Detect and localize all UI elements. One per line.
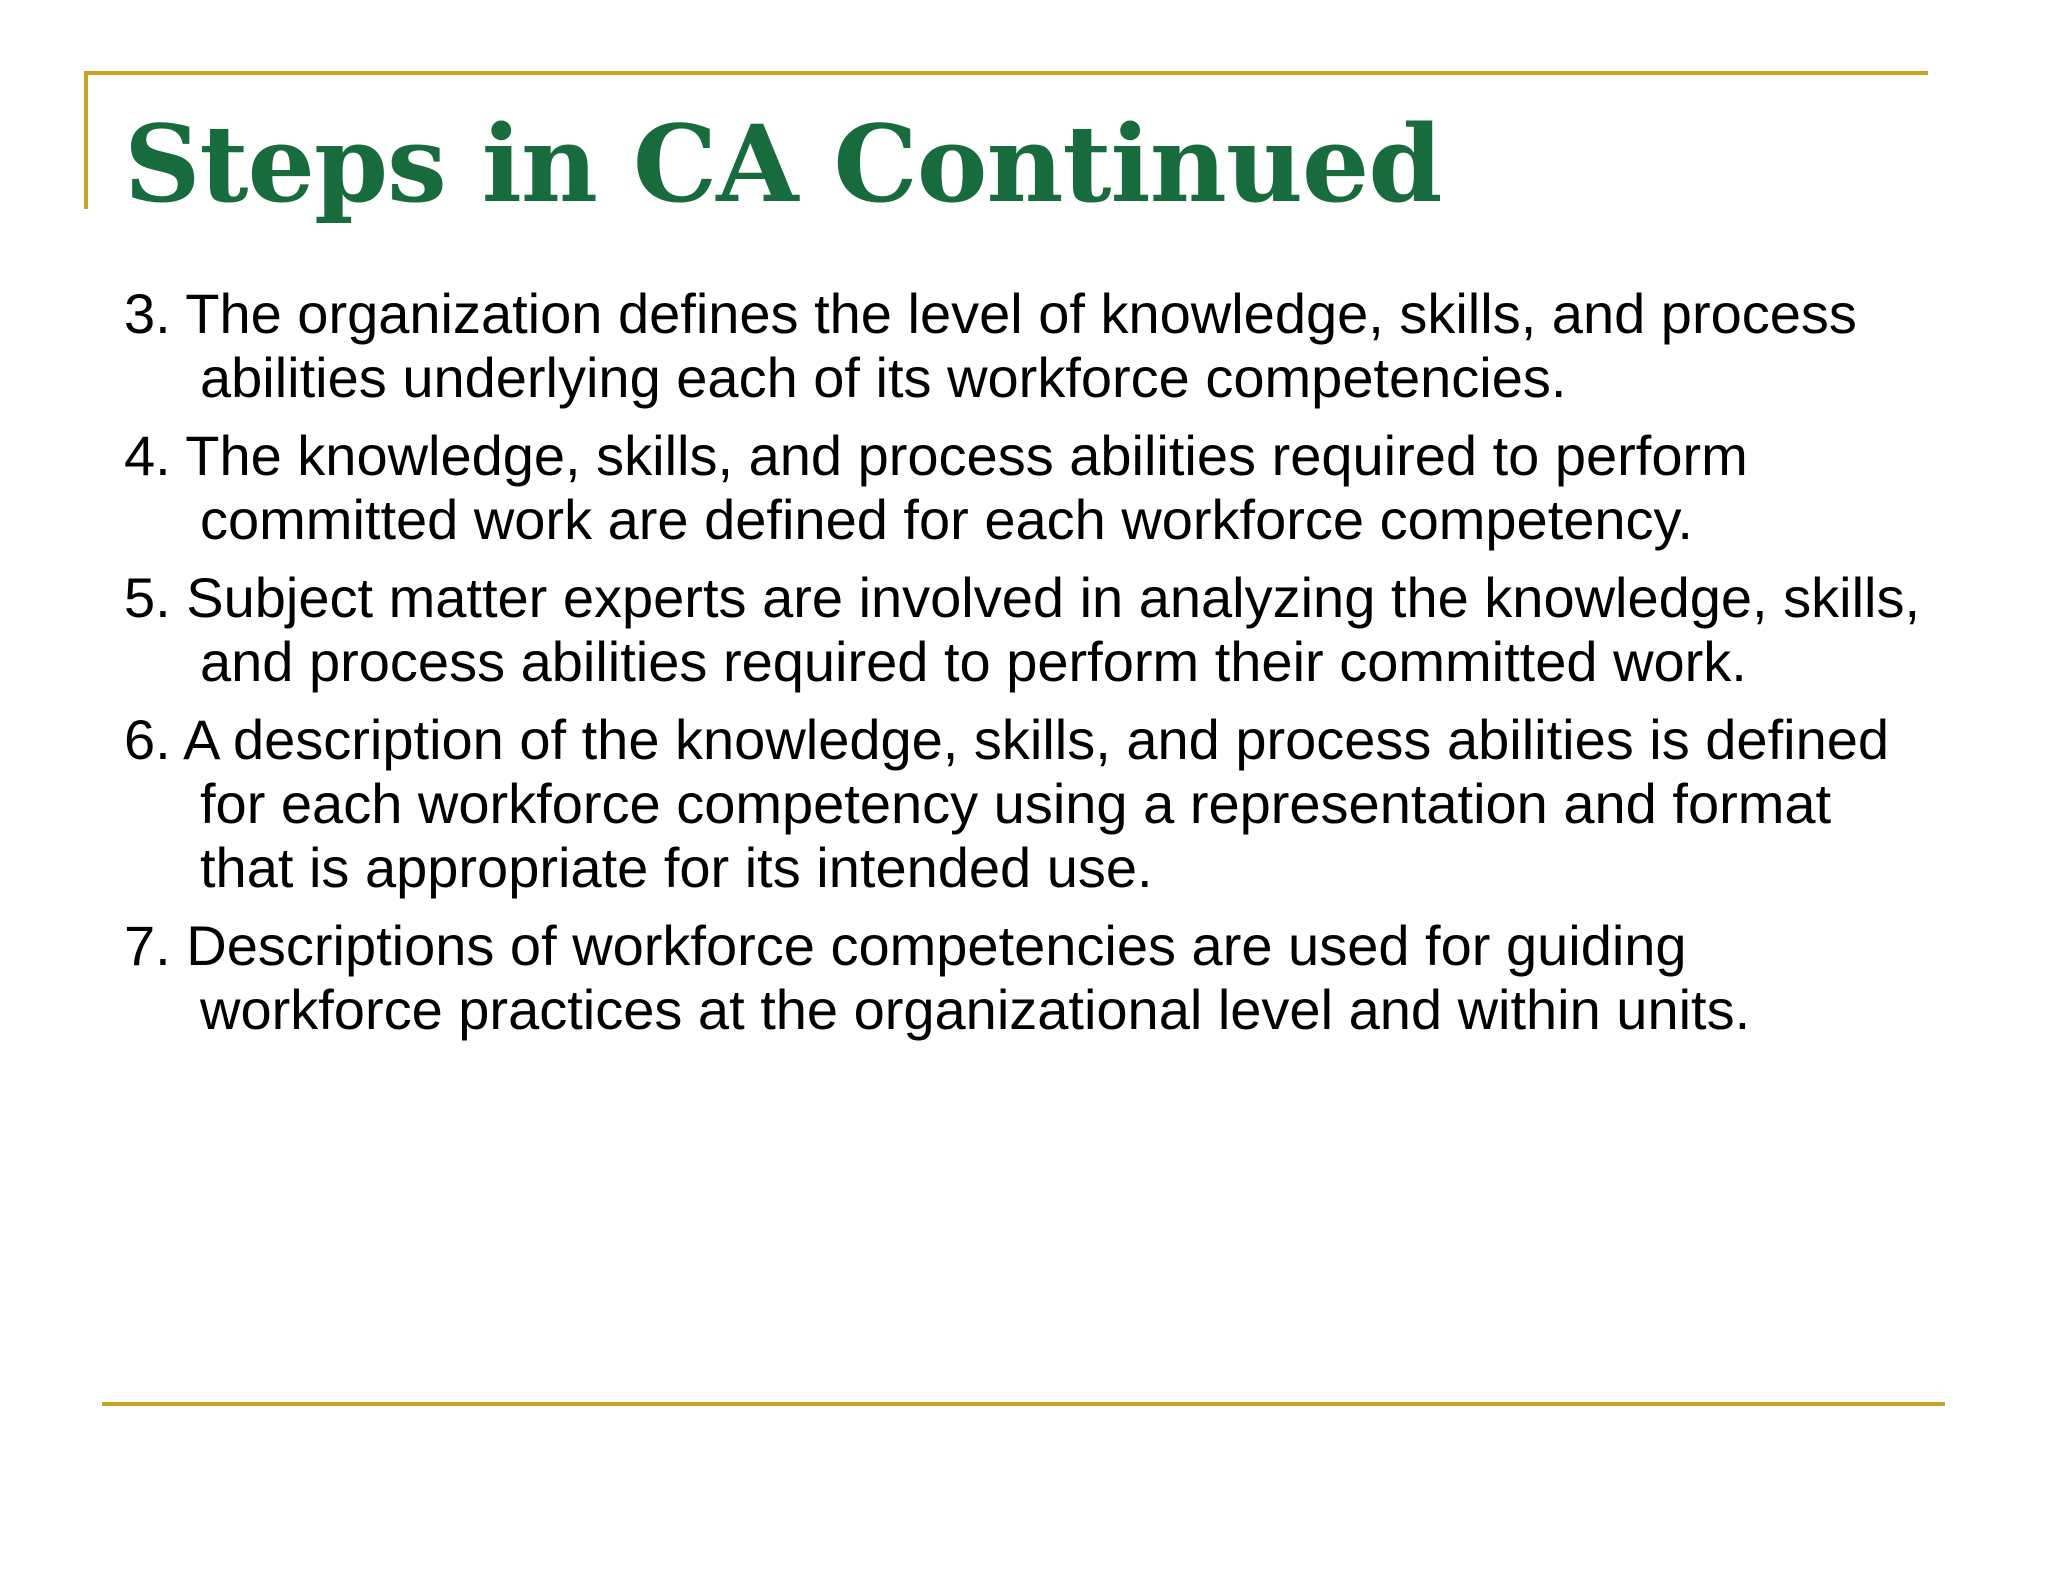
step-text: Descriptions of workforce competencies are used for guiding workforce practices at the organizational level and within units. <box>186 914 1751 1041</box>
step-text: The knowledge, skills, and process abilities required to perform committed work are defined for each workforce competency. <box>185 424 1748 551</box>
slide-title: Steps in CA Continued <box>124 101 1442 226</box>
step-number: 7. <box>124 914 171 977</box>
top-rule <box>84 71 1928 75</box>
bottom-rule <box>102 1402 1945 1406</box>
steps-list <box>124 282 1934 1056</box>
left-rule <box>84 71 88 209</box>
list-item <box>124 914 1934 1042</box>
step-number: 3. <box>124 282 171 345</box>
list-item <box>124 566 1934 694</box>
step-number: 5. <box>124 566 171 629</box>
step-number: 4. <box>124 424 171 487</box>
list-item <box>124 708 1934 900</box>
step-text: Subject matter experts are involved in analyzing the knowledge, skills, and process abilities required to perform their committed work. <box>186 566 1921 693</box>
step-text: The organization defines the level of knowledge, skills, and process abilities underlying each of its workforce competencies. <box>185 282 1857 409</box>
step-text: A description of the knowledge, skills, and process abilities is defined for each workforce competency using a representation and format that is appropriate for its intended use. <box>183 708 1890 899</box>
list-item <box>124 424 1934 552</box>
list-item <box>124 282 1934 410</box>
step-number: 6. <box>124 708 171 771</box>
